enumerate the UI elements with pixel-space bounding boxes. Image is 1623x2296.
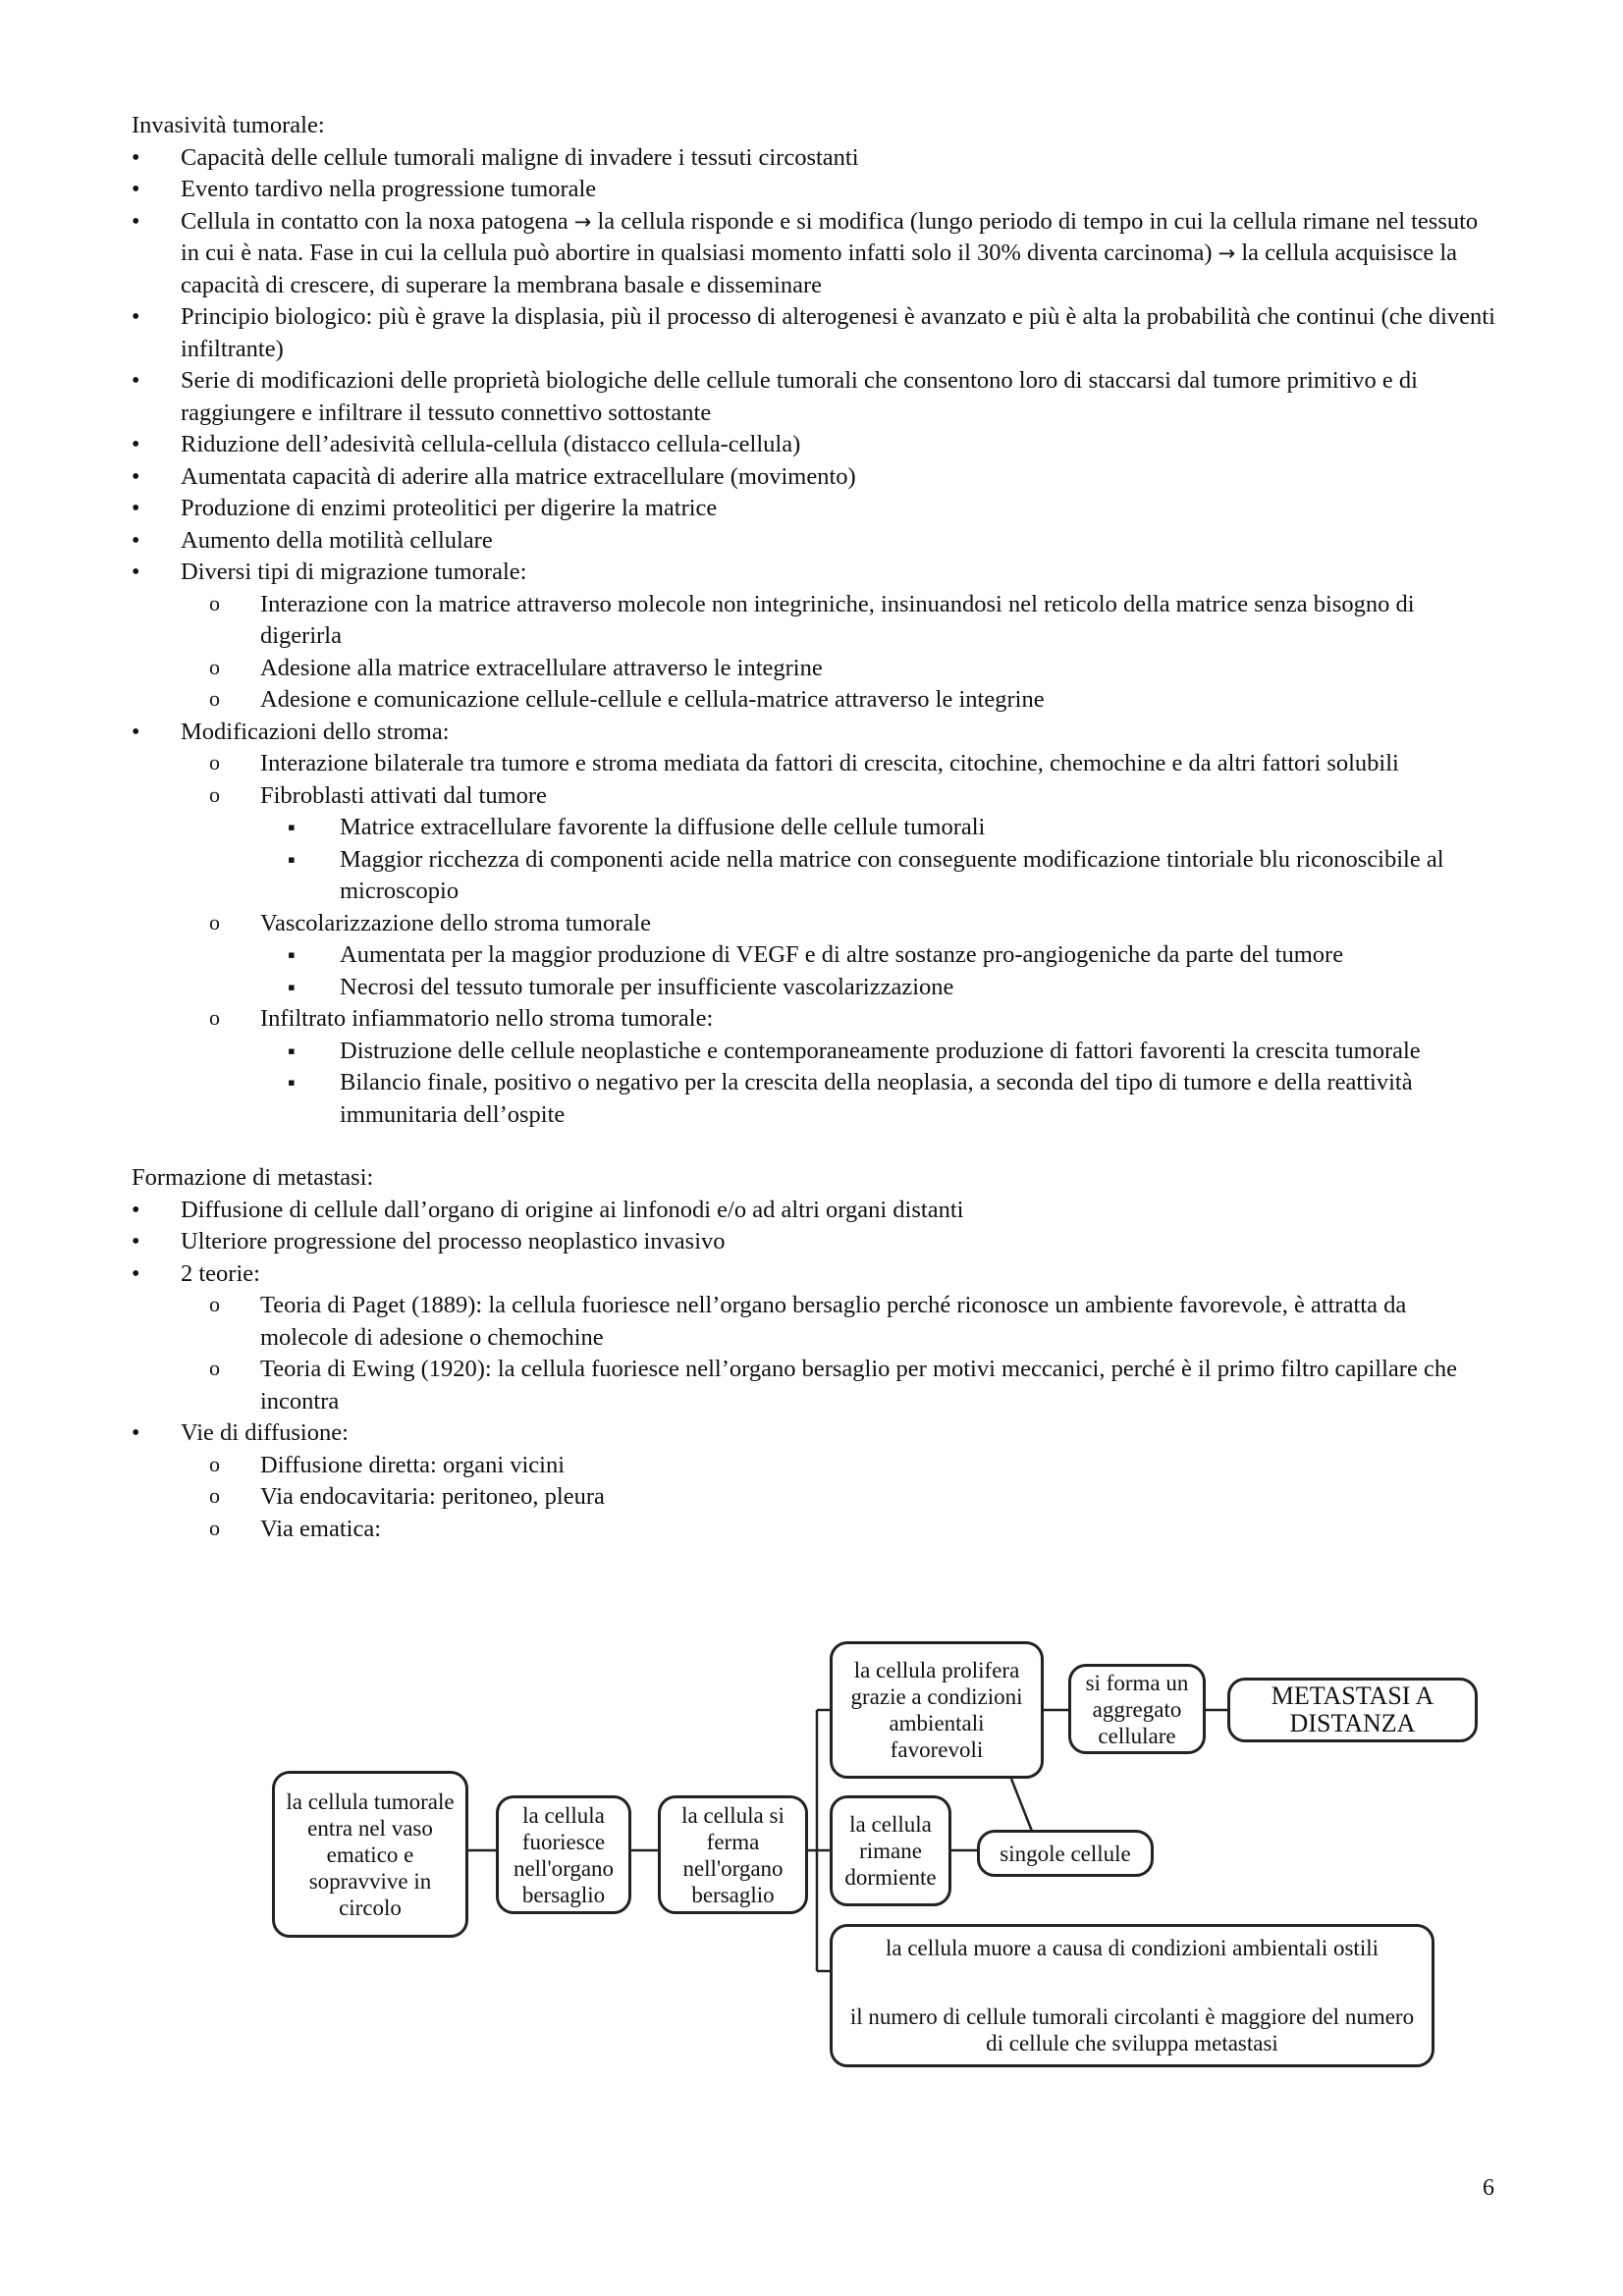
metastasi-list xyxy=(132,1195,1496,1546)
diagram-node-prolifera: la cellula prolifera grazie a condizioni ambientali favorevoli xyxy=(830,1641,1044,1779)
sublist-item: o Adesione alla matrice extracellulare attraverso le integrine xyxy=(132,653,1496,685)
sublist-item: o Via ematica: xyxy=(132,1514,1496,1546)
list-item: • Produzione di enzimi proteolitici per digerire la matrice xyxy=(132,493,1496,525)
list-item: • Modificazioni dello stroma: o Interazione bilaterale tra tumore e stroma mediata da fattori di crescita, citochine, chemochine e da altri fattori solubili o Fibroblasti attivati dal tumore ▪ Matrice extracellulare favorente la diffusione delle cellule tumorali ▪ Maggior ricchezza di componenti acide nella matrice con conseguente modificazione tintoriale blu riconoscibile al microscopio o Vascolarizzazione dello stroma tumorale ▪ Aumentata per la maggior produzione di VEGF e di altre sostanze pro-angiogeniche da parte del tumore ▪ Necrosi del tessuto tumorale per insufficiente vascolarizzazione o Infiltrato infiammatorio nello stroma tumorale: ▪ Distruzione delle cellule neoplastiche e contemporaneamente produzione di fattori favorenti la crescita tumorale ▪ Bilancio finale, positivo o negativo per la crescita della neoplasia, a seconda del tipo di tumore e della reattività immunitaria dell’ospite xyxy=(132,717,1496,1132)
diagram-node-muore-text: la cellula muore a causa di condizioni ambientali ostili xyxy=(885,1936,1379,1960)
stroma-sublist xyxy=(181,748,1496,1131)
subsublist-item: ▪ Maggior ricchezza di componenti acide nella matrice con conseguente modificazione tintoriale blu riconoscibile al microscopio xyxy=(132,844,1496,908)
diagram-node-fuoriesce: la cellula fuoriesce nell'organo bersaglio xyxy=(496,1795,631,1914)
subsublist-item: ▪ Aumentata per la maggior produzione di VEGF e di altre sostanze pro-angiogeniche da parte del tumore xyxy=(132,939,1496,972)
list-item: • Diversi tipi di migrazione tumorale: o Interazione con la matrice attraverso molecole non integriniche, insinuandosi nel reticolo della matrice senza bisogno di digerirla o Adesione alla matrice extracellulare attraverso le integrine o Adesione e comunicazione cellule-cellule e cellula-matrice attraverso le integrine xyxy=(132,557,1496,717)
list-item: • Aumentata capacità di aderire alla matrice extracellulare (movimento) xyxy=(132,461,1496,494)
list-item: • Diffusione di cellule dall’organo di origine ai linfonodi e/o ad altri organi distanti xyxy=(132,1195,1496,1227)
list-item: • Serie di modificazioni delle proprietà biologiche delle cellule tumorali che consentono loro di staccarsi dal tumore primitivo e di raggiungere e infiltrare il tessuto connettivo sottostante xyxy=(132,365,1496,429)
subsublist-item: ▪ Bilancio finale, positivo o negativo per la crescita della neoplasia, a seconda del tipo di tumore e della reattività immunitaria dell’ospite xyxy=(132,1067,1496,1131)
diagram-node-singole-cellule: singole cellule xyxy=(977,1830,1154,1877)
subsublist-item: ▪ Matrice extracellulare favorente la diffusione delle cellule tumorali xyxy=(132,812,1496,844)
vie-sublist xyxy=(181,1450,1496,1546)
diagram-node-muore-note: il numero di cellule tumorali circolanti è maggiore del numero di cellule che sviluppa metastasi xyxy=(849,2004,1415,2056)
diagram-node-aggregato: si forma un aggregato cellulare xyxy=(1068,1664,1206,1754)
list-item: • Vie di diffusione: o Diffusione diretta: organi vicini o Via endocavitaria: peritoneo, pleura o Via ematica: xyxy=(132,1417,1496,1545)
infiltrato-sublist xyxy=(260,1036,1496,1132)
body-text xyxy=(132,110,1496,1545)
diagram-node-entra-nel-vaso: la cellula tumorale entra nel vaso ematico e sopravvive in circolo xyxy=(272,1771,468,1938)
vascolarizzazione-sublist xyxy=(260,939,1496,1003)
section-heading-invasivita: Invasività tumorale: xyxy=(132,112,325,138)
sublist-item: o Via endocavitaria: peritoneo, pleura xyxy=(132,1481,1496,1514)
diagram-node-si-ferma: la cellula si ferma nell'organo bersaglio xyxy=(658,1795,808,1914)
list-item: • Cellula in contatto con la noxa patogena → la cellula risponde e si modifica (lungo periodo di tempo in cui la cellula rimane nel tessuto in cui è nata. Fase in cui la cellula può abortire in qualsiasi momento infatti solo il 30% diventa carcinoma) → la cellula acquisisce la capacità di crescere, di superare la membrana basale e disseminare xyxy=(132,206,1496,302)
diagram-node-dormiente: la cellula rimane dormiente xyxy=(830,1795,951,1906)
sublist-item: o Diffusione diretta: organi vicini xyxy=(132,1450,1496,1482)
connector-line xyxy=(1011,1779,1033,1834)
list-item: • Ulteriore progressione del processo neoplastico invasivo xyxy=(132,1226,1496,1258)
list-item: • Evento tardivo nella progressione tumorale xyxy=(132,174,1496,206)
list-item: • Capacità delle cellule tumorali maligne di invadere i tessuti circostanti xyxy=(132,142,1496,175)
list-item: • Aumento della motilità cellulare xyxy=(132,525,1496,558)
migrazione-sublist xyxy=(181,589,1496,717)
sublist-item: o Fibroblasti attivati dal tumore ▪ Matrice extracellulare favorente la diffusione delle cellule tumorali ▪ Maggior ricchezza di componenti acide nella matrice con conseguente modificazione tintoriale blu riconoscibile al microscopio xyxy=(132,780,1496,908)
sublist-item: o Interazione bilaterale tra tumore e stroma mediata da fattori di crescita, citochine, chemochine e da altri fattori solubili xyxy=(132,748,1496,780)
invasivita-list xyxy=(132,142,1496,1132)
section-heading-metastasi: Formazione di metastasi: xyxy=(132,1164,374,1191)
sublist-item: o Vascolarizzazione dello stroma tumorale ▪ Aumentata per la maggior produzione di VEGF e di altre sostanze pro-angiogeniche da parte del tumore ▪ Necrosi del tessuto tumorale per insufficiente vascolarizzazione xyxy=(132,908,1496,1004)
arrow-right-icon: → xyxy=(573,209,592,234)
sublist-item: o Teoria di Ewing (1920): la cellula fuoriesce nell’organo bersaglio per motivi meccanici, perché è il primo filtro capillare che incontra xyxy=(132,1354,1496,1417)
list-item: • Principio biologico: più è grave la displasia, più il processo di alterogenesi è avanzato e più è alta la probabilità che continui (che diventi infiltrante) xyxy=(132,301,1496,365)
sublist-item: o Interazione con la matrice attraverso molecole non integriniche, insinuandosi nel reticolo della matrice senza bisogno di digerirla xyxy=(132,589,1496,653)
list-item: • Riduzione dell’adesività cellula-cellula (distacco cellula-cellula) xyxy=(132,429,1496,461)
diagram-node-metastasi-a-distanza: METASTASI A DISTANZA xyxy=(1227,1678,1478,1742)
subsublist-item: ▪ Necrosi del tessuto tumorale per insufficiente vascolarizzazione xyxy=(132,972,1496,1004)
sublist-item: o Infiltrato infiammatorio nello stroma tumorale: ▪ Distruzione delle cellule neoplastiche e contemporaneamente produzione di fattori favorenti la crescita tumorale ▪ Bilancio finale, positivo o negativo per la crescita della neoplasia, a seconda del tipo di tumore e della reattività immunitaria dell’ospite xyxy=(132,1003,1496,1131)
sublist-item: o Adesione e comunicazione cellule-cellule e cellula-matrice attraverso le integrine xyxy=(132,684,1496,717)
sublist-item: o Teoria di Paget (1889): la cellula fuoriesce nell’organo bersaglio perché riconosce un ambiente favorevole, è attratta da molecole di adesione o chemochine xyxy=(132,1290,1496,1354)
diagram-node-muore xyxy=(830,1924,1434,2067)
page-number: 6 xyxy=(1483,2175,1494,2201)
teorie-sublist xyxy=(181,1290,1496,1417)
fibroblasti-sublist xyxy=(260,812,1496,908)
list-item: • 2 teorie: o Teoria di Paget (1889): la cellula fuoriesce nell’organo bersaglio perché riconosce un ambiente favorevole, è attratta da molecole di adesione o chemochine o Teoria di Ewing (1920): la cellula fuoriesce nell’organo bersaglio per motivi meccanici, perché è il primo filtro capillare che incontra xyxy=(132,1258,1496,1418)
subsublist-item: ▪ Distruzione delle cellule neoplastiche e contemporaneamente produzione di fattori favorenti la crescita tumorale xyxy=(132,1036,1496,1068)
arrow-right-icon: → xyxy=(1217,241,1236,265)
